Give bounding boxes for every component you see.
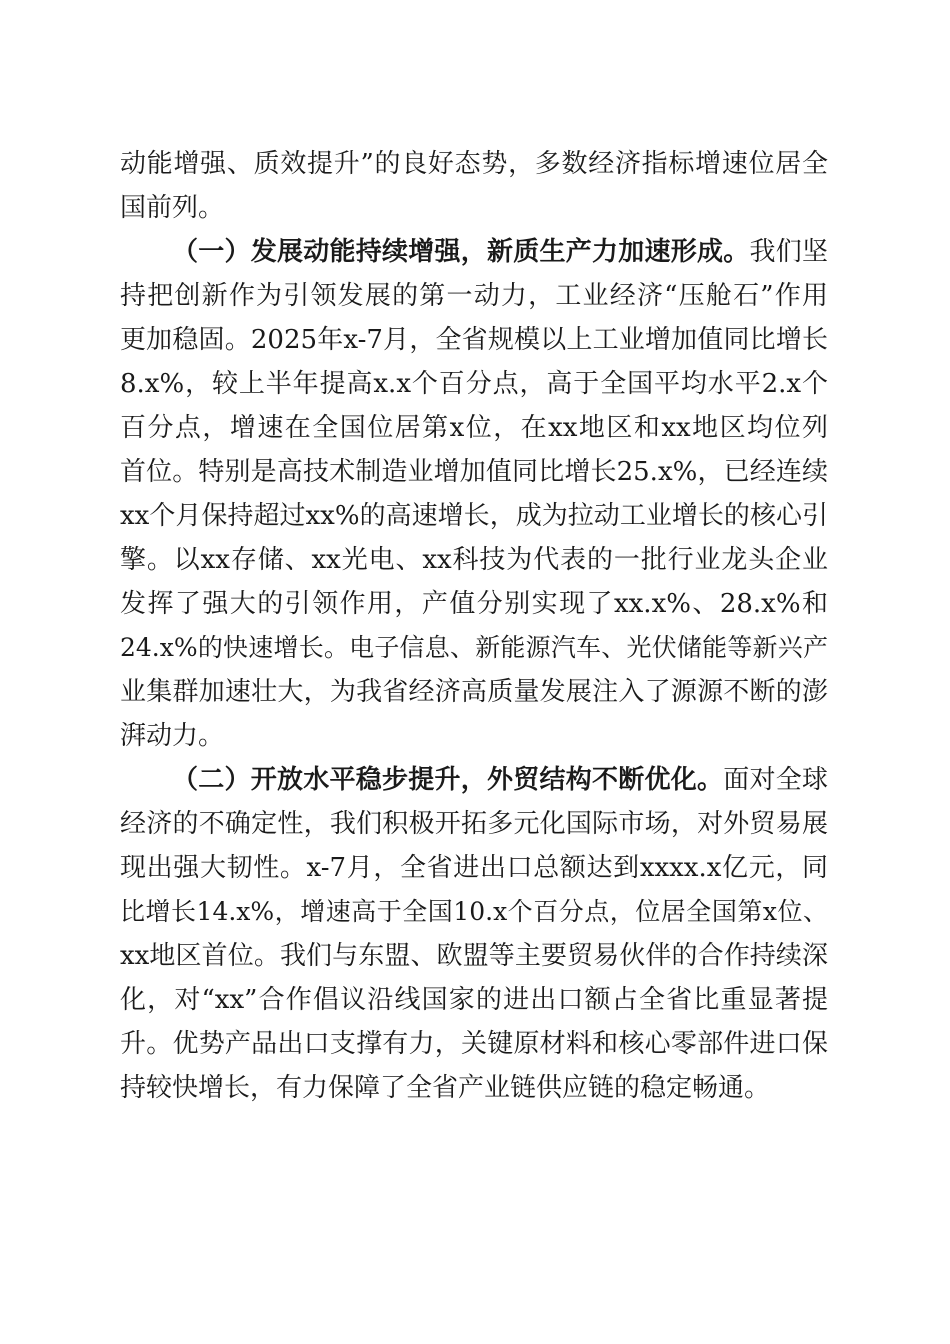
- text-line: 化，对“xx”合作倡议沿线国家的进出口额占全省比重显著提: [120, 985, 828, 1015]
- paragraph-intro-continuation: [120, 142, 828, 230]
- text-line: 更加稳固。2025年x-7月，全省规模以上工业增加值同比增长: [120, 325, 828, 355]
- paragraph-section-one: [120, 230, 828, 758]
- section-heading: （一）发展动能持续增强，新质生产力加速形成。: [172, 237, 750, 267]
- text-line: 发挥了强大的引领作用，产值分别实现了xx.x%、28.x%和: [120, 589, 828, 619]
- text-line: 24.x%的快速增长。电子信息、新能源汽车、光伏储能等新兴产: [120, 633, 828, 662]
- text-line: 比增长14.x%，增速高于全国10.x个百分点，位居全国第x位、: [120, 897, 828, 926]
- text-line: 持较快增长，有力保障了全省产业链供应链的稳定畅通。: [120, 1073, 771, 1103]
- text-line: 动能增强、质效提升”的良好态势，多数经济指标增速位居全: [120, 149, 828, 179]
- text-line: xx个月保持超过xx%的高速增长，成为拉动工业增长的核心引: [120, 501, 828, 531]
- document-body: [120, 142, 828, 1110]
- text-line: 经济的不确定性，我们积极开拓多元化国际市场，对外贸易展: [120, 809, 828, 839]
- text-line: 8.x%，较上半年提高x.x个百分点，高于全国平均水平2.x个: [120, 369, 828, 399]
- text-line: 持把创新作为引领发展的第一动力，工业经济“压舱石”作用: [120, 281, 828, 311]
- text-line: [120, 758, 828, 802]
- text-line: 业集群加速壮大，为我省经济高质量发展注入了源源不断的澎: [120, 677, 828, 707]
- text-fragment: 面对全球: [723, 765, 828, 795]
- paragraph-section-two: [120, 758, 828, 1110]
- text-line: 百分点，增速在全国位居第x位，在xx地区和xx地区均位列: [120, 413, 828, 443]
- text-fragment: 我们坚: [749, 237, 828, 267]
- text-line: 湃动力。: [120, 721, 225, 751]
- text-line: [120, 230, 828, 274]
- text-line: 首位。特别是高技术制造业增加值同比增长25.x%，已经连续: [120, 457, 828, 487]
- text-line: 擎。以xx存储、xx光电、xx科技为代表的一批行业龙头企业: [120, 545, 828, 575]
- section-heading: （二）开放水平稳步提升，外贸结构不断优化。: [172, 765, 724, 795]
- text-line: 国前列。: [120, 193, 225, 223]
- text-line: xx地区首位。我们与东盟、欧盟等主要贸易伙伴的合作持续深: [120, 941, 828, 971]
- text-line: 现出强大韧性。x-7月，全省进出口总额达到xxxx.x亿元，同: [120, 853, 828, 883]
- text-line: 升。优势产品出口支撑有力，关键原材料和核心零部件进口保: [120, 1029, 828, 1059]
